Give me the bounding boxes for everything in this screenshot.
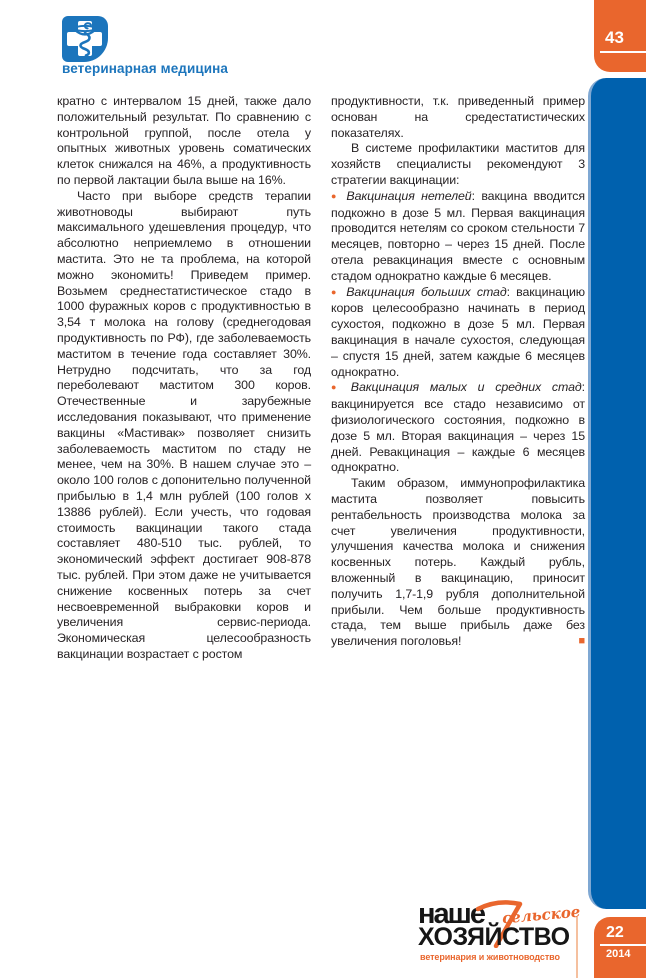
magazine-logo-word-bottom: ХОЗЯЙСТВО	[418, 923, 570, 951]
article-column-right	[331, 94, 585, 663]
article-body	[57, 94, 585, 663]
issue-block	[594, 917, 646, 978]
bullet-lead: Вакцинация нетелей	[346, 188, 472, 203]
bullet-icon: ●	[331, 382, 344, 393]
bullet-lead: Вакцинация больших стад	[346, 284, 507, 299]
paragraph: Таким образом, иммунопрофилактика мастита позволяет повысить рентабельность производства молока за счет увеличения продуктивности, улучшения качества молока и снижения косвенных потерь. Каждый рубль, вложенный в вакцинацию, приносит получить 1,7-1,9 рубля дополнительной прибыли. Чем больше продуктивность стада, тем выше прибыль даже без увеличения поголовья! ■	[331, 476, 585, 649]
bullet-paragraph: ● Вакцинация больших стад: вакцинацию коров целесообразно начинать в период сухостоя, подкожно в дозе 5 мл. Первая вакцинация в начале сухостоя, следующая – спустя 15 дней, затем каждые 6 месяцев однократно.	[331, 284, 585, 379]
paragraph: Часто при выборе средств терапии животноводы выбирают путь максимального удешевления процедур, что абсолютно неприемлемо в отношении мастита. Это не та проблема, на которой можно экономить! Приведем пример. Возьмем среднестатистическое стадо в 1000 фуражных коров с продуктивностью в 3,54 т молока на голову (среднегодовая продуктивность по РФ), где заболеваемость маститом в течение года составляет 30%. Нетрудно подсчитать, что за год переболевают маститом 300 коров. Отечественные и зарубежные исследования показывают, что применение вакцины «Мастивак» позволяет снизить заболеваемость маститом по стаду не менее, чем на 30%. В нашем случае это – около 100 голов с допонительно полученной прибылью в 1,4 млн рублей (100 голов х 13886 рублей). Если учесть, что годовая стоимость вакцинации такого стада составляет 480-510 тыс. рублей, то экономический эффект достигает 908-878 тыс. рублей. При этом даже не учитывается снижение косвенных потерь за счет несвоевременной выбраковки коров и увеличения сервис-периода. Экономическая целесообразность вакцинации возрастает с ростом	[57, 188, 311, 661]
magazine-logo-script: сельское	[501, 902, 582, 928]
issue-number: 22	[600, 924, 646, 946]
paragraph: продуктивности, т.к. приведенный пример основан на средестатистических показателях.	[331, 94, 585, 140]
side-accent-bar	[588, 78, 646, 909]
snake-bowl-icon	[62, 16, 108, 62]
end-of-article-marker: ■	[578, 635, 585, 648]
bullet-paragraph: ● Вакцинация нетелей: вакцина вводится подкожно в дозе 5 мл. Первая вакцинация проводится нетелям со сроком стельности 7 месяцев, повторно – через 15 дней. После отела ревакцинация вместе с основным стадом однократно каждые 6 месяцев.	[331, 188, 585, 283]
magazine-logo-word-top: наше	[418, 898, 484, 930]
paragraph: В системе профилактики маститов для хозяйств специалисты рекомендуют 3 стратегии вакцинации:	[331, 141, 585, 187]
magazine-logo	[418, 898, 582, 966]
bullet-paragraph: ● Вакцинация малых и средних стад: вакцинируется все стадо независимо от физиологического состояния, подкожно в дозе 5 мл. Вторая вакцинация – через 15 дней. Ревакцинация – каждые 6 месяцев однократно.	[331, 380, 585, 475]
page-number: 43	[600, 28, 646, 53]
section-title: ветеринарная медицина	[62, 61, 229, 76]
bullet-lead: Вакцинация малых и средних стад	[350, 380, 582, 395]
issue-year: 2014	[606, 948, 631, 960]
page-number-block	[594, 0, 646, 72]
bullet-icon: ●	[331, 190, 340, 201]
vet-cross-logo-icon	[62, 16, 108, 62]
bullet-icon: ●	[331, 286, 340, 297]
paragraph: кратно с интервалом 15 дней, также дало положительный результат. По сравнению с контрольной группой, после отела у опытных животных уровень соматических клеток снижался на 46%, а продуктивность по первой лактации была выше на 16%.	[57, 94, 311, 187]
magazine-logo-subtitle: ветеринария и животноводство	[420, 952, 560, 962]
article-column-left	[57, 94, 311, 663]
